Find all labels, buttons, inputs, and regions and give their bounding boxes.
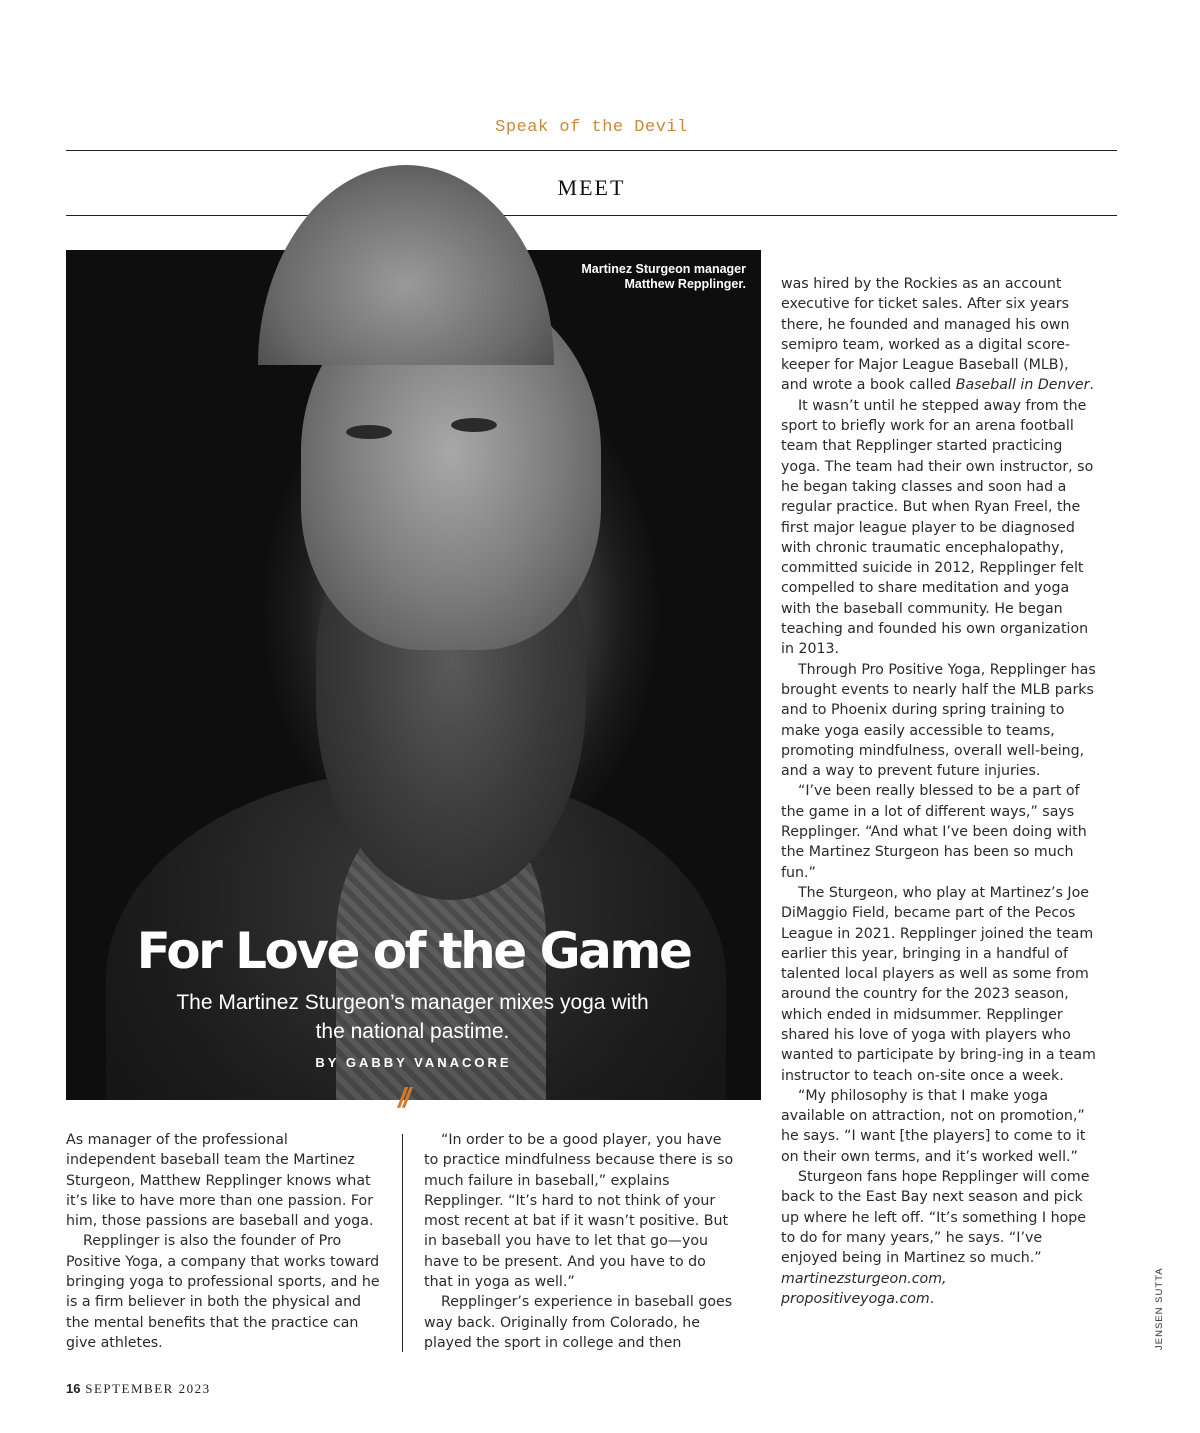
paragraph: “I’ve been really blessed to be a part of the game in a lot of different ways,” says Repplinger. “And what I’ve been doing with the Martinez Sturgeon has been so much fun.” <box>781 783 1087 881</box>
article-byline: BY GABBY VANACORE <box>315 1055 512 1070</box>
body-column-3 <box>781 274 1097 1309</box>
photo-eye-right <box>451 418 497 432</box>
body-column-2 <box>424 1130 736 1353</box>
book-title: Baseball in Denver <box>955 377 1090 394</box>
paragraph: “My philosophy is that I make yoga available on attraction, not on promotion,” he says. “I want [the players] to come to it on their own terms, and it’s worked well.” <box>781 1087 1086 1165</box>
article-dek: The Martinez Sturgeon’s manager mixes yoga with the national pastime. <box>176 991 649 1043</box>
slash-ornament: // <box>398 1082 408 1113</box>
issue-date: SEPTEMBER 2023 <box>85 1381 211 1396</box>
paragraph <box>781 274 1097 396</box>
paragraph <box>781 1167 1097 1309</box>
photo-eye-left <box>346 425 392 439</box>
paragraph-text: . <box>929 1290 935 1307</box>
paragraph: As manager of the professional independent baseball team the Martinez Sturgeon, Matthew Repplinger knows what it’s like to have more than one passion. For him, those passions are baseball and yoga. <box>66 1132 374 1230</box>
paragraph-text: Sturgeon fans hope Repplinger will come back to the East Bay next season and pick up where he left off. “It’s something I hope to do for many years,” he says. “I’ve enjoyed being in Martinez so much.” <box>781 1169 1090 1267</box>
body-column-1 <box>66 1130 381 1353</box>
department-label: MEET <box>557 175 626 200</box>
photo-caption: Martinez Sturgeon manager Matthew Repplinger. <box>581 262 746 291</box>
website-links[interactable]: martinezsturgeon.com, propositiveyoga.com <box>781 1270 947 1307</box>
photo-credit: JENSEN SUTTA <box>1154 1267 1165 1350</box>
column-divider <box>402 1134 403 1352</box>
paragraph: It wasn’t until he stepped away from the sport to briefly work for an arena football team that Repplinger started practicing yoga. The team had their own instructor, so he began taking classes and soon had a regular practice. But when Ryan Freel, the first major league player to be diagnosed with chronic traumatic encephalopathy, committed suicide in 2012, Repplinger felt compelled to share meditation and yoga with the baseball community. He began teaching and founded his own organization in 2013. <box>781 397 1094 658</box>
top-rule <box>66 150 1117 151</box>
paragraph: Repplinger is also the founder of Pro Positive Yoga, a company that works toward bringing yoga to professional sports, and he is a firm believer in both the physical and the mental benefits that the practice can give athletes. <box>66 1233 380 1351</box>
bottom-rule <box>66 215 1117 216</box>
paragraph: Repplinger’s experience in baseball goes way back. Originally from Colorado, he played the sport in college and then <box>424 1294 733 1351</box>
paragraph: The Sturgeon, who play at Martinez’s Joe DiMaggio Field, became part of the Pecos League in 2021. Repplinger joined the team earlier this year, bringing in a handful of talented local players as well as some from around the country for the 2023 season, which ended in midsummer. Repplinger shared his love of yoga with players who wanted to participate by bring-ing in a team instructor to teach on-site once a week. <box>781 884 1096 1084</box>
paragraph: “In order to be a good player, you have to practice mindfulness because there is so much failure in baseball,” explains Repplinger. “It’s hard to not think of your most recent at bat if it wasn’t positive. But in baseball you have to let that go—you have to be present. And you have to do that in yoga as well.” <box>424 1132 734 1291</box>
paragraph-text: was hired by the Rockies as an account executive for ticket sales. After six years there, he founded and managed his own semipro team, worked as a digital score-keeper for Major League Baseball (MLB), and wrote a book called <box>781 276 1071 394</box>
section-label: Speak of the Devil <box>495 118 688 137</box>
page-folio <box>66 1381 211 1397</box>
paragraph-text: . <box>1089 377 1094 394</box>
page-number: 16 <box>66 1381 81 1396</box>
paragraph: Through Pro Positive Yoga, Repplinger has brought events to nearly half the MLB parks and to Phoenix during spring training to make yoga easily accessible to teams, promoting mindfulness, overall well-being, and a way to prevent future injuries. <box>781 661 1096 780</box>
article-headline: For Love of the Game <box>136 922 691 980</box>
